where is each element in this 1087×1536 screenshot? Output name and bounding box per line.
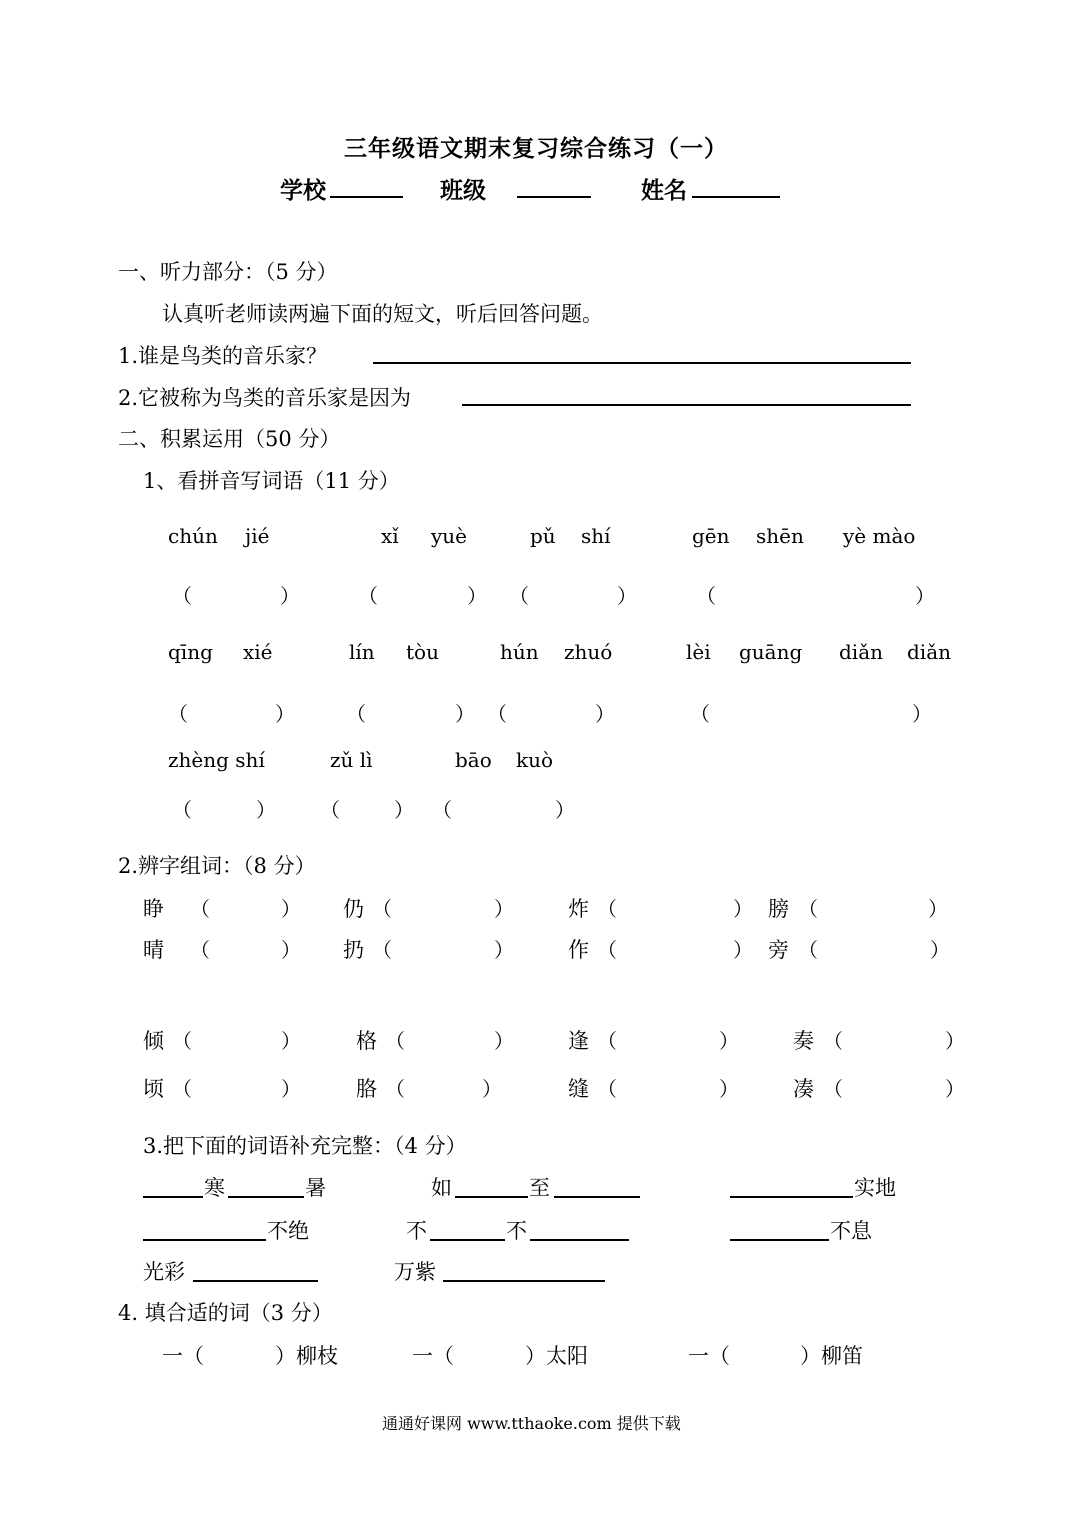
pinyin: xǐ (381, 524, 399, 548)
blank-line[interactable] (443, 1280, 605, 1282)
answer-open-paren[interactable]: （ (597, 1077, 617, 1101)
answer-open-paren[interactable]: （ (190, 938, 210, 962)
pinyin-task-heading: 1、看拼音写词语（11 分） (143, 469, 400, 493)
pinyin: qīng (168, 640, 213, 664)
school-field[interactable] (330, 196, 403, 198)
answer-open-paren[interactable]: （ (597, 938, 617, 962)
footer-text: 通通好课网 www.tthaoke.com 提供下载 (382, 1414, 681, 1433)
answer-open-paren[interactable]: （ (372, 938, 392, 962)
pinyin: jié (245, 524, 270, 548)
blank-line[interactable] (228, 1196, 304, 1198)
pinyin: hún (500, 640, 539, 664)
answer-open-paren[interactable]: （ (172, 584, 192, 608)
fill-prefix: 一（ (412, 1344, 454, 1368)
answer-open-paren[interactable]: （ (823, 1077, 843, 1101)
blank-line[interactable] (143, 1239, 266, 1241)
pinyin: gēn (692, 524, 730, 548)
answer-close-paren: ） (928, 897, 948, 921)
character: 仍 (343, 897, 364, 921)
answer-close-paren: ） (733, 897, 753, 921)
idiom-char: 不 (406, 1219, 427, 1243)
pinyin: lín (349, 640, 375, 664)
question-2: 2.它被称为鸟类的音乐家是因为 (118, 386, 412, 410)
character: 奏 (793, 1029, 814, 1053)
blank-line[interactable] (143, 1196, 203, 1198)
answer-close-paren: ） (915, 584, 935, 608)
school-label: 学校 (280, 177, 326, 204)
idiom-char: 暑 (305, 1176, 326, 1200)
answer-open-paren[interactable]: （ (385, 1029, 405, 1053)
pinyin: kuò (516, 748, 554, 772)
character: 作 (568, 938, 589, 962)
fill-heading: 4. 填合适的词（3 分） (118, 1301, 333, 1325)
answer-close-paren: ） (280, 584, 300, 608)
answer-open-paren[interactable]: （ (487, 702, 507, 726)
answer-close-paren: ） (256, 798, 276, 822)
fill-prefix: 一（ (688, 1344, 730, 1368)
answer-close-paren: ） (719, 1077, 739, 1101)
pinyin: diǎn (839, 640, 884, 664)
fill-suffix: ）柳枝 (275, 1344, 338, 1368)
pinyin: tòu (406, 640, 439, 664)
section1-instruction: 认真听老师读两遍下面的短文，听后回答问题。 (162, 302, 603, 326)
blank-line[interactable] (554, 1196, 640, 1198)
character: 晴 (143, 938, 164, 962)
answer-close-paren: ） (617, 584, 637, 608)
fill-prefix: 一（ (162, 1344, 204, 1368)
idiom-char: 寒 (204, 1176, 225, 1200)
answer-close-paren: ） (494, 938, 514, 962)
pinyin: xié (243, 640, 273, 664)
answer-open-paren[interactable]: （ (823, 1029, 843, 1053)
pinyin: shēn (756, 524, 804, 548)
answer-2-line[interactable] (462, 404, 911, 406)
pinyin: diǎn (907, 640, 952, 664)
answer-open-paren[interactable]: （ (172, 1029, 192, 1053)
answer-close-paren: ） (945, 1029, 965, 1053)
answer-open-paren[interactable]: （ (690, 702, 710, 726)
answer-open-paren[interactable]: （ (798, 897, 818, 921)
pinyin: lèi (686, 640, 711, 664)
answer-open-paren[interactable]: （ (172, 1077, 192, 1101)
name-label: 姓名 (641, 177, 687, 204)
class-field[interactable] (517, 196, 591, 198)
answer-open-paren[interactable]: （ (320, 798, 340, 822)
answer-close-paren: ） (494, 897, 514, 921)
blank-line[interactable] (530, 1239, 629, 1241)
answer-open-paren[interactable]: （ (432, 798, 452, 822)
idiom-char: 不 (506, 1219, 527, 1243)
character: 旁 (768, 938, 789, 962)
answer-close-paren: ） (494, 1029, 514, 1053)
answer-open-paren[interactable]: （ (168, 702, 188, 726)
pinyin: zhèng shí (168, 748, 265, 772)
character: 凑 (793, 1077, 814, 1101)
pinyin: guāng (739, 640, 803, 664)
section2-heading: 二、积累运用（50 分） (118, 427, 341, 451)
pinyin: bāo (455, 748, 492, 772)
name-field[interactable] (692, 196, 780, 198)
answer-close-paren: ） (281, 1029, 301, 1053)
answer-open-paren[interactable]: （ (385, 1077, 405, 1101)
distinguish-heading: 2.辨字组词：（8 分） (118, 854, 316, 878)
idiom-char: 至 (529, 1176, 550, 1200)
answer-close-paren: ） (555, 798, 575, 822)
blank-line[interactable] (193, 1280, 318, 1282)
answer-close-paren: ） (467, 584, 487, 608)
character: 膀 (768, 897, 789, 921)
character: 扔 (343, 938, 364, 962)
answer-close-paren: ） (394, 798, 414, 822)
answer-close-paren: ） (733, 938, 753, 962)
fill-suffix: ）太阳 (525, 1344, 588, 1368)
pinyin: shí (581, 524, 611, 548)
pinyin: yuè (431, 524, 468, 548)
idiom-char: 光彩 (143, 1260, 185, 1284)
answer-close-paren: ） (945, 1077, 965, 1101)
idiom-char: 不绝 (267, 1219, 309, 1243)
answer-open-paren[interactable]: （ (172, 798, 192, 822)
answer-close-paren: ） (595, 702, 615, 726)
answer-open-paren[interactable]: （ (372, 897, 392, 921)
pinyin: yè mào (843, 524, 916, 548)
pinyin: zǔ lì (330, 748, 373, 772)
character: 胳 (356, 1077, 377, 1101)
answer-close-paren: ） (930, 938, 950, 962)
blank-line[interactable] (430, 1239, 505, 1241)
answer-open-paren[interactable]: （ (509, 584, 529, 608)
character: 倾 (143, 1029, 164, 1053)
idiom-char: 万紫 (394, 1260, 436, 1284)
answer-open-paren[interactable]: （ (798, 938, 818, 962)
answer-close-paren: ） (275, 702, 295, 726)
answer-open-paren[interactable]: （ (597, 897, 617, 921)
answer-open-paren[interactable]: （ (358, 584, 378, 608)
answer-open-paren[interactable]: （ (597, 1029, 617, 1053)
answer-open-paren[interactable]: （ (190, 897, 210, 921)
answer-close-paren: ） (482, 1077, 502, 1101)
character: 睁 (143, 897, 164, 921)
character: 顷 (143, 1077, 164, 1101)
pinyin: zhuó (564, 640, 613, 664)
idiom-char: 如 (431, 1176, 452, 1200)
answer-open-paren[interactable]: （ (346, 702, 366, 726)
page-title: 三年级语文期末复习综合练习（一） (344, 135, 728, 162)
question-1: 1.谁是鸟类的音乐家？ (118, 344, 328, 368)
answer-close-paren: ） (281, 938, 301, 962)
answer-1-line[interactable] (373, 362, 911, 364)
character: 炸 (568, 897, 589, 921)
answer-close-paren: ） (281, 897, 301, 921)
blank-line[interactable] (730, 1239, 829, 1241)
section1-heading: 一、听力部分：（5 分） (118, 260, 338, 284)
character: 逢 (568, 1029, 589, 1053)
blank-line[interactable] (730, 1196, 853, 1198)
idiom-char: 实地 (854, 1176, 896, 1200)
complete-heading: 3.把下面的词语补充完整：（4 分） (143, 1134, 467, 1158)
blank-line[interactable] (455, 1196, 528, 1198)
pinyin: chún (168, 524, 218, 548)
class-label: 班级 (440, 177, 486, 204)
answer-close-paren: ） (912, 702, 932, 726)
answer-close-paren: ） (281, 1077, 301, 1101)
fill-suffix: ）柳笛 (800, 1344, 863, 1368)
character: 格 (356, 1029, 377, 1053)
answer-close-paren: ） (719, 1029, 739, 1053)
idiom-char: 不息 (830, 1219, 872, 1243)
answer-open-paren[interactable]: （ (696, 584, 716, 608)
answer-close-paren: ） (455, 702, 475, 726)
character: 缝 (568, 1077, 589, 1101)
pinyin: pǔ (530, 524, 556, 548)
